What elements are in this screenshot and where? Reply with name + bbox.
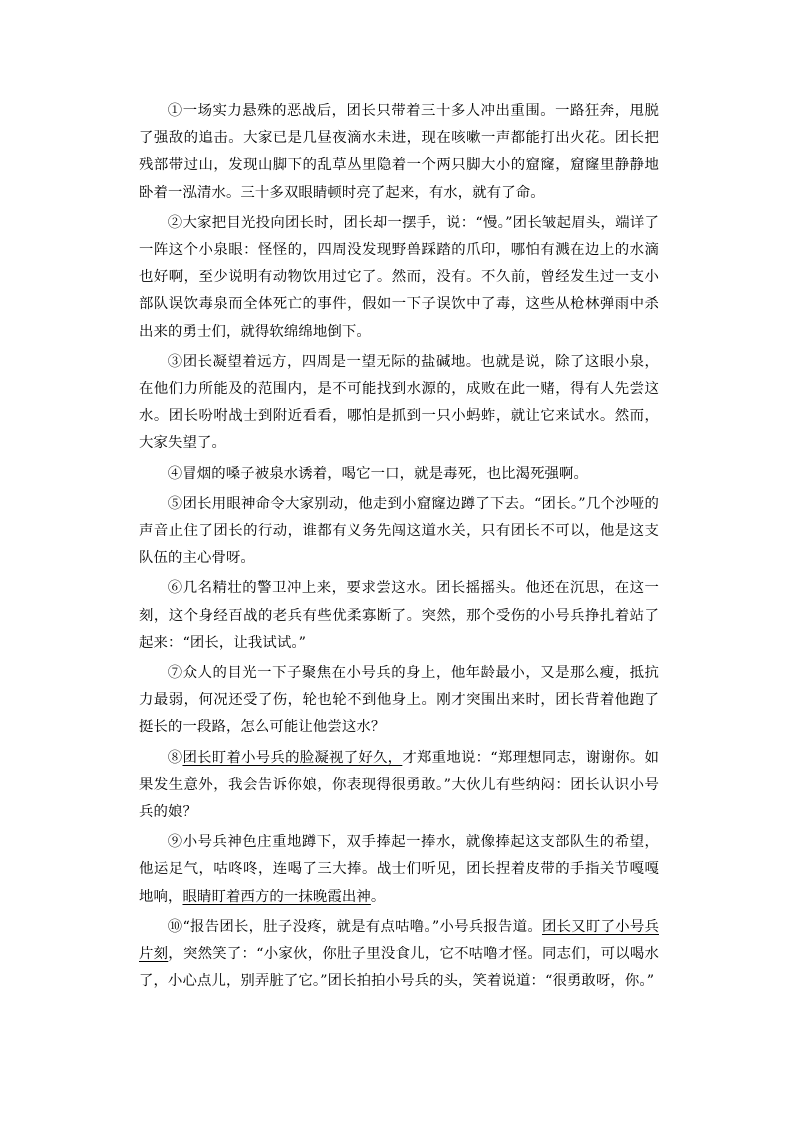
paragraph-10-text: ⑩“报告团长，肚子没疼，就是有点咕噜。”小号兵报告道。 <box>167 918 542 935</box>
story-text <box>139 98 659 999</box>
paragraph-3-text: ③团长凝望着远方，四周是一望无际的盐碱地。也就是说，除了这眼小泉，在他们力所能及的范围内，是不可能找到水源的，成败在此一赌，得有人先尝这水。团长吩咐战士到附近看看，哪怕是抓到一只小蚂蚱，就让它来试水。然而，大家失望了。 <box>139 353 659 452</box>
paragraph-2 <box>139 210 659 346</box>
paragraph-4 <box>139 461 659 488</box>
paragraph-7-text: ⑦众人的目光一下子聚焦在小号兵的身上，他年龄最小，又是那么瘦，抵抗力最弱，何况还受了伤，轮也轮不到他身上。刚才突围出来时，团长背着他跑了挺长的一段路，怎么可能让他尝这水？ <box>139 665 659 736</box>
paragraph-8-number: ⑧ <box>167 749 183 766</box>
paragraph-9 <box>139 829 659 911</box>
paragraph-5 <box>139 491 659 573</box>
paragraph-2-text: ②大家把目光投向团长时，团长却一摆手，说：“慢。”团长皱起眉头，端详了一阵这个小泉眼：怪怪的，四周没发现野兽踩踏的爪印，哪怕有溅在边上的水滴也好啊，至少说明有动物饮用过它了。然而，没有。不久前，曾经发生过一支小部队误饮毒泉而全体死亡的事件，假如一下子误饮中了毒，这些从枪林弹雨中杀出来的勇士们，就得软绵绵地倒下。 <box>139 214 659 340</box>
paragraph-1 <box>139 98 659 207</box>
underlined-sentence: 眼睛盯着西方的一抹晚霞出神 <box>182 888 371 905</box>
underlined-sentence: 团长盯着小号兵的脸凝视了好久， <box>182 749 403 766</box>
paragraph-10 <box>139 914 659 996</box>
paragraph-1-text: ①一场实力悬殊的恶战后，团长只带着三十多人冲出重围。一路狂奔，甩脱了强敌的追击。大家已是几昼夜滴水未进，现在咳嗽一声都能打出火花。团长把残部带过山，发现山脚下的乱草丛里隐着一个两只脚大小的窟窿，窟窿里静静地卧着一泓清水。三十多双眼睛顿时亮了起来，有水，就有了命。 <box>139 103 659 201</box>
paragraph-6 <box>139 575 659 657</box>
underlined-sentence: 团长又盯了小号兵片刻 <box>139 918 659 963</box>
paragraph-8 <box>139 745 659 827</box>
paragraph-9-text: ⑨小号兵神色庄重地蹲下，双手捧起一捧水，就像捧起这支部队生的希望，他运足气，咕咚咚，连喝了三大捧。战士们听见，团长捏着皮带的手指关节嘎嘎地响， <box>139 834 659 905</box>
paragraph-5-text: ⑤团长用眼神命令大家别动，他走到小窟窿边蹲了下去。“团长。”几个沙哑的声音止住了团长的行动，谁都有义务先闯这道水关，只有团长不可以，他是这支队伍的主心骨呀。 <box>139 495 659 567</box>
paragraph-6-text: ⑥几名精壮的警卫冲上来，要求尝这水。团长摇摇头。他还在沉思，在这一刻，这个身经百战的老兵有些优柔寡断了。突然，那个受伤的小号兵挣扎着站了起来：“团长，让我试试。” <box>139 580 659 651</box>
paragraph-8-text: 才郑重地说：“郑理想同志，谢谢你。如果发生意外，我会告诉你娘，你表现得很勇敢。”大伙儿有些纳闷：团长认识小号兵的娘？ <box>139 749 659 821</box>
paragraph-4-text: ④冒烟的嗓子被泉水诱着，喝它一口，就是毒死，也比渴死强啊。 <box>167 465 589 482</box>
paragraph-7 <box>139 660 659 742</box>
paragraph-9-end: 。 <box>370 888 386 905</box>
paragraph-3 <box>139 349 659 458</box>
paragraph-10-end: ，突然笑了：“小家伙，你肚子里没食儿，它不咕噜才怪。同志们，可以喝水了，小心点儿，别弄脏了它。”团长拍拍小号兵的头，笑着说道：“很勇敢呀，你。” <box>139 946 659 990</box>
